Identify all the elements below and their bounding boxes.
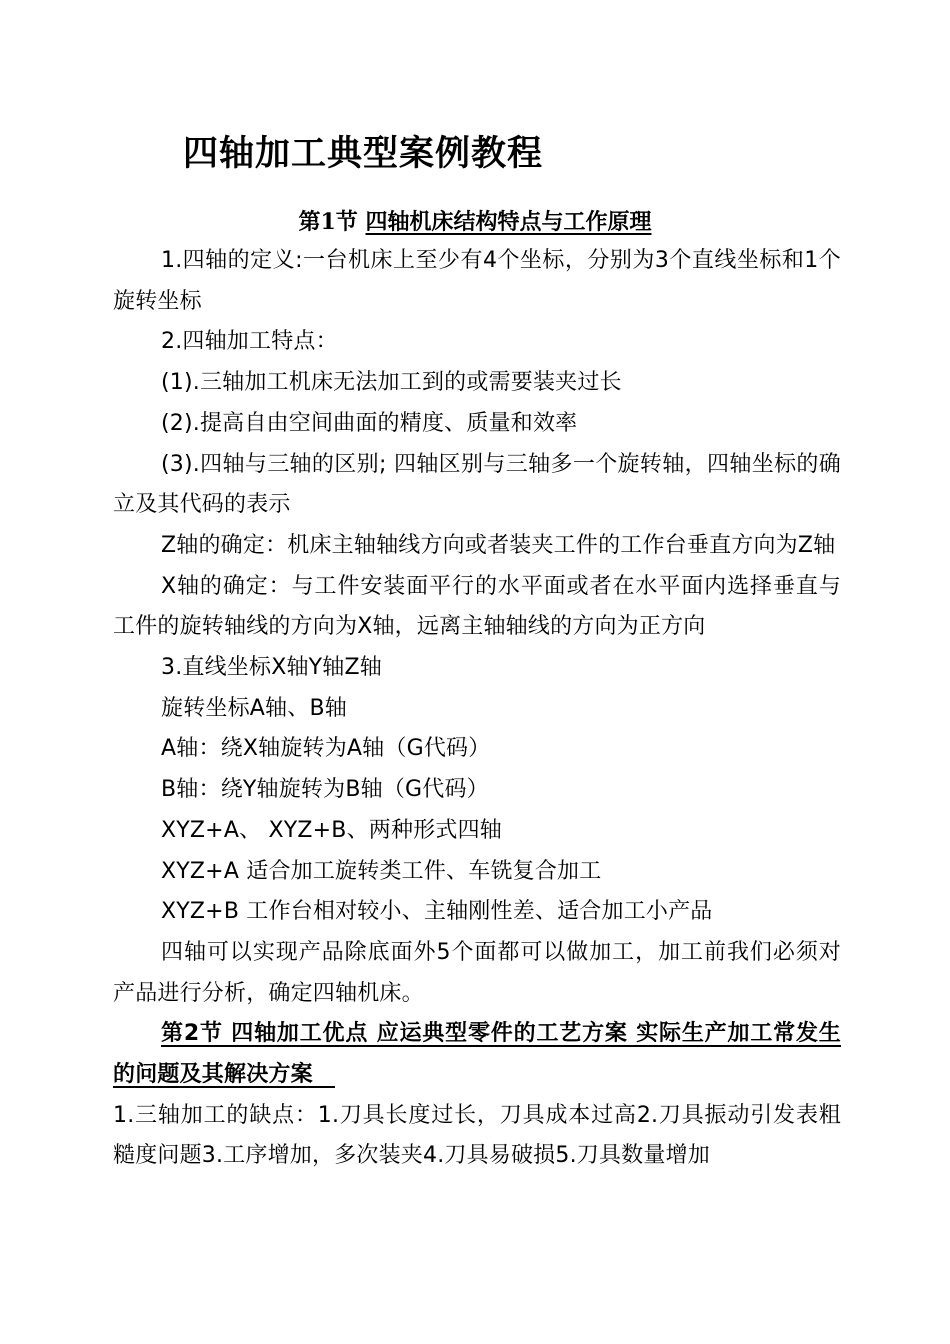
paragraph-z-axis: Z轴的确定：机床主轴轴线方向或者装夹工件的工作台垂直方向为Z轴	[161, 532, 836, 558]
paragraph-definition: 1.四轴的定义:一台机床上至少有4个坐标，分别为3个直线坐标和1个旋转坐标	[113, 248, 841, 314]
section-2-heading: 第2节 四轴加工优点 应运典型零件的工艺方案 实际生产加工常发生的问题及其解决方案	[113, 1021, 841, 1088]
paragraph-xyz-b: XYZ+B 工作台相对较小、主轴刚性差、适合加工小产品	[161, 899, 713, 925]
paragraph-linear-coords: 3.直线坐标X轴Y轴Z轴	[161, 655, 382, 681]
paragraph-two-forms: XYZ+A、 XYZ+B、两种形式四轴	[161, 817, 502, 843]
paragraph-feature-3: (3).四轴与三轴的区别; 四轴区别与三轴多一个旋转轴，四轴坐标的确立及其代码的表示	[113, 451, 841, 518]
paragraph-feature-1: (1).三轴加工机床无法加工到的或需要装夹过长	[161, 370, 622, 396]
section-1-title: 四轴机床结构特点与工作原理	[365, 209, 652, 235]
paragraph-xyz-a: XYZ+A 适合加工旋转类工件、车铣复合加工	[161, 858, 602, 884]
paragraph-a-axis: A轴：绕X轴旋转为A轴（G代码）	[161, 736, 491, 762]
paragraph-three-axis-drawbacks: 1.三轴加工的缺点：1.刀具长度过长，刀具成本过高2.刀具振动引发表粗糙度问题3.工序增加，多次装夹4.刀具易破损5.刀具数量增加	[113, 1102, 841, 1169]
document-title: 四轴加工典型案例教程	[183, 134, 544, 174]
paragraph-features-heading: 2.四轴加工特点：	[161, 329, 338, 355]
document-body	[113, 241, 841, 1177]
paragraph-x-axis: X轴的确定：与工件安装面平行的水平面或者在水平面内选择垂直与工件的旋转轴线的方向为X轴，远离主轴轴线的方向为正方向	[113, 573, 841, 640]
paragraph-feature-2: (2).提高自由空间曲面的精度、质量和效率	[161, 410, 578, 436]
paragraph-five-faces: 四轴可以实现产品除底面外5个面都可以做加工，加工前我们必须对产品进行分析，确定四轴机床。	[113, 939, 841, 1006]
paragraph-b-axis: B轴：绕Y轴旋转为B轴（G代码）	[161, 777, 489, 803]
section-1-heading	[0, 205, 950, 236]
section-1-number: 第1节	[298, 209, 358, 235]
paragraph-rotary-coords: 旋转坐标A轴、B轴	[161, 695, 347, 721]
